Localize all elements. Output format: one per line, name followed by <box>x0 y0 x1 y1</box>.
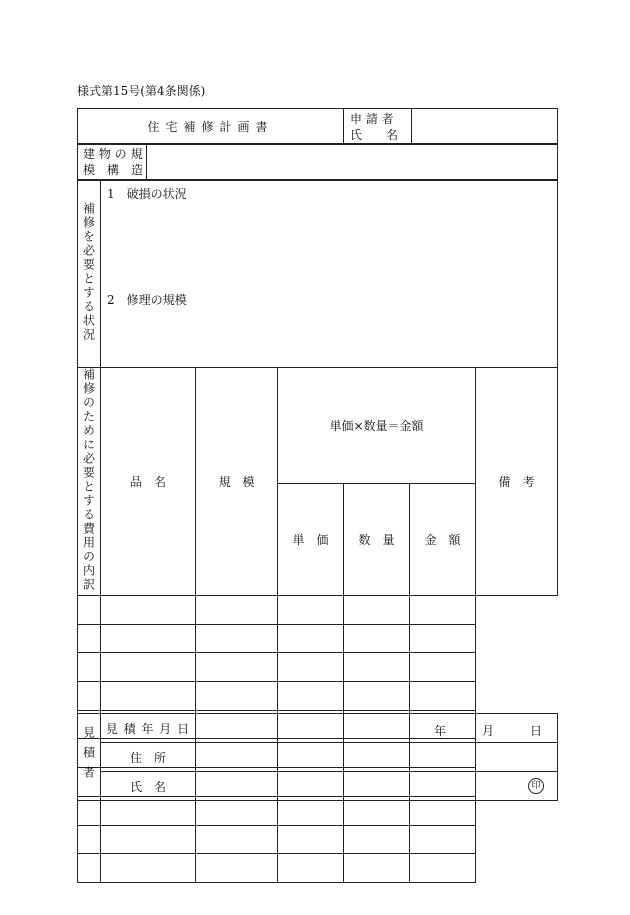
document-title: 住宅補修計画書 <box>78 109 344 145</box>
building-structure-field[interactable] <box>147 144 558 181</box>
amount-cell[interactable] <box>344 653 410 682</box>
amount-cell[interactable] <box>344 825 410 854</box>
table-row <box>78 854 558 883</box>
condition-label: 補修を必要とする状況 <box>78 180 101 368</box>
unit-price-cell[interactable] <box>196 624 278 653</box>
name-label: 氏 名 <box>101 772 196 801</box>
header-scale: 規 模 <box>196 368 278 596</box>
cost-table <box>77 367 558 883</box>
amount-cell[interactable] <box>344 682 410 711</box>
repair-scale-item: 2 修理の規模 <box>107 293 187 307</box>
remarks-cell[interactable] <box>410 624 476 653</box>
header-item-name: 品 名 <box>101 368 196 596</box>
month-label: 月 <box>482 724 495 738</box>
table-row <box>78 653 558 682</box>
scale-cell[interactable] <box>101 653 196 682</box>
header-quantity: 数 量 <box>344 483 410 595</box>
amount-cell[interactable] <box>344 624 410 653</box>
seal-mark: 印 <box>528 778 544 794</box>
year-label: 年 <box>434 724 447 738</box>
address-label: 住 所 <box>101 743 196 772</box>
condition-table <box>77 179 558 368</box>
scale-cell[interactable] <box>101 825 196 854</box>
estimator-table <box>77 713 558 801</box>
table-row <box>78 682 558 711</box>
item-name-cell[interactable] <box>78 624 101 653</box>
name-field[interactable] <box>196 772 558 801</box>
estimate-date-field[interactable] <box>196 714 558 743</box>
remarks-cell[interactable] <box>410 682 476 711</box>
form-number: 様式第15号(第4条関係) <box>77 84 206 98</box>
damage-status-item: 1 破損の状況 <box>107 187 187 201</box>
remarks-cell[interactable] <box>410 596 476 625</box>
estimate-date-label: 見 積 年 月 日 <box>101 714 196 743</box>
table-row <box>78 825 558 854</box>
header-price-formula: 単価×数量＝金額 <box>278 368 476 484</box>
building-table <box>77 143 558 181</box>
quantity-cell[interactable] <box>278 682 344 711</box>
amount-cell[interactable] <box>344 596 410 625</box>
remarks-cell[interactable] <box>410 854 476 883</box>
estimator-label: 見積者 <box>78 714 101 801</box>
quantity-cell[interactable] <box>278 596 344 625</box>
applicant-label: 申 請 者 氏 名 <box>344 109 412 145</box>
applicant-name-field[interactable] <box>412 109 558 145</box>
table-row <box>78 624 558 653</box>
item-name-cell[interactable] <box>78 653 101 682</box>
cost-label: 補修のために必要とする費用の内訳 <box>78 368 101 596</box>
item-name-cell[interactable] <box>78 825 101 854</box>
unit-price-cell[interactable] <box>196 854 278 883</box>
unit-price-cell[interactable] <box>196 682 278 711</box>
table-row <box>78 596 558 625</box>
quantity-cell[interactable] <box>278 653 344 682</box>
quantity-cell[interactable] <box>278 624 344 653</box>
scale-cell[interactable] <box>101 624 196 653</box>
scale-cell[interactable] <box>101 596 196 625</box>
header-remarks: 備 考 <box>476 368 558 596</box>
item-name-cell[interactable] <box>78 854 101 883</box>
unit-price-cell[interactable] <box>196 653 278 682</box>
unit-price-cell[interactable] <box>196 596 278 625</box>
scale-cell[interactable] <box>101 682 196 711</box>
unit-price-cell[interactable] <box>196 825 278 854</box>
header-table <box>77 108 558 145</box>
remarks-cell[interactable] <box>410 653 476 682</box>
header-unit-price: 単 価 <box>278 483 344 595</box>
item-name-cell[interactable] <box>78 682 101 711</box>
amount-cell[interactable] <box>344 854 410 883</box>
quantity-cell[interactable] <box>278 854 344 883</box>
day-label: 日 <box>530 724 543 738</box>
condition-field[interactable] <box>101 180 558 368</box>
header-amount: 金 額 <box>410 483 476 595</box>
quantity-cell[interactable] <box>278 825 344 854</box>
building-label: 建 物 の 規 模 構 造 <box>78 144 147 181</box>
item-name-cell[interactable] <box>78 596 101 625</box>
address-field[interactable] <box>196 743 558 772</box>
remarks-cell[interactable] <box>410 825 476 854</box>
scale-cell[interactable] <box>101 854 196 883</box>
